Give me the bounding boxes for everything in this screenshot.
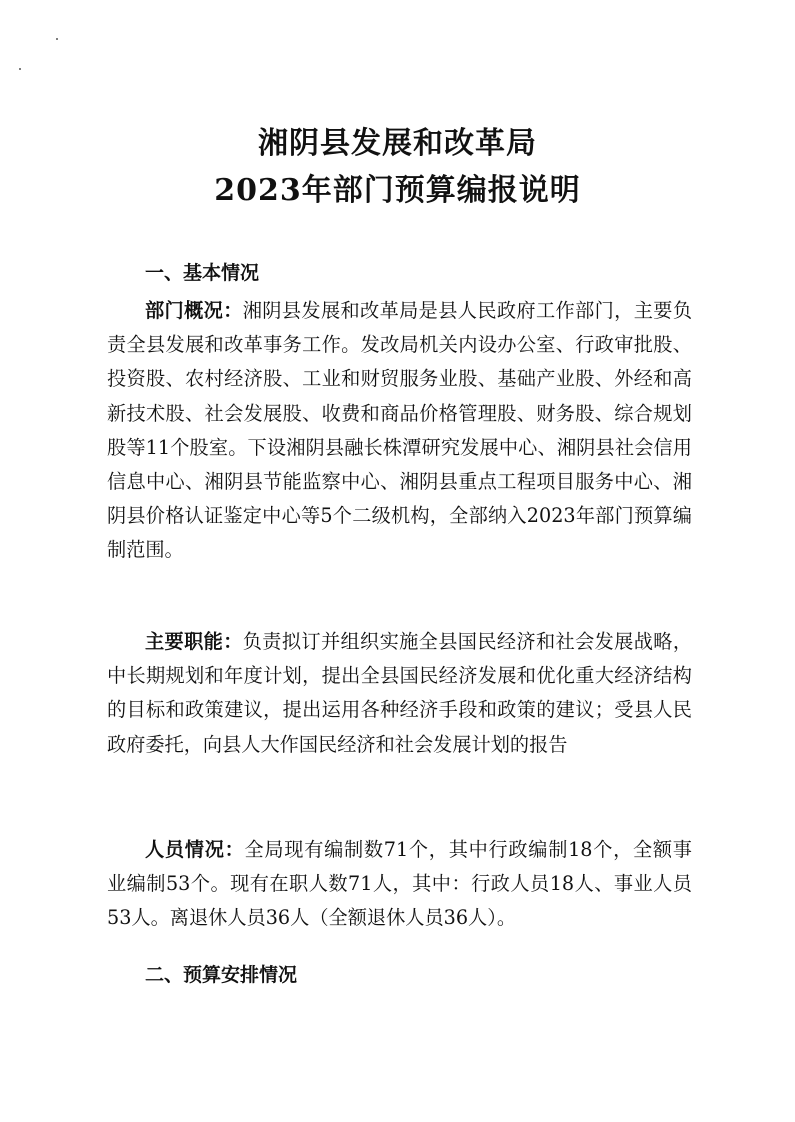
overview-text: 湘阴县发展和改革局是县人民政府工作部门，主要负责全县发展和改革事务工作。发改局机关内设办公室、行政审批股、投资股、农村经济股、工业和财贸服务业股、基础产业股、外经和高新技术股、社会发展股、收费和商品价格管理股、财务股、综合规划股等11个股室。下设湘阴县融长株潭研究发展中心、湘阴县社会信用信息中心、湘阴县节能监察中心、湘阴县重点工程项目服务中心、湘阴县价格认证鉴定中心等5个二级机构，全部纳入2023年部门预算编制范围。 (107, 299, 693, 562)
overview-paragraph (107, 294, 692, 568)
staffing-lead: 人员情况： (145, 838, 245, 861)
section1-heading: 一、基本情况 (145, 262, 260, 284)
functions-paragraph (107, 625, 692, 762)
scan-speck (19, 68, 21, 70)
functions-lead: 主要职能： (145, 630, 243, 653)
scan-speck (56, 38, 58, 40)
staffing-text: 全局现有编制数71个，其中行政编制18个，全额事业编制53个。现有在职人数71人，其中：行政人员18人、事业人员53人。离退休人员36人（全额退休人员36人）。 (107, 838, 692, 930)
functions-text: 负责拟订并组织实施全县国民经济和社会发展战略，中长期规划和年度计划，提出全县国民经济发展和优化重大经济结构的目标和政策建议，提出运用各种经济手段和政策的建议；受县人民政府委托，向县人大作国民经济和社会发展计划的报告 (107, 630, 693, 756)
document-title-line1: 湘阴县发展和改革局 (258, 126, 537, 161)
document-title-line2: 2023年部门预算编报说明 (214, 173, 581, 208)
section2-heading: 二、预算安排情况 (145, 964, 298, 986)
staffing-paragraph (107, 833, 692, 936)
overview-lead: 部门概况： (145, 299, 243, 322)
